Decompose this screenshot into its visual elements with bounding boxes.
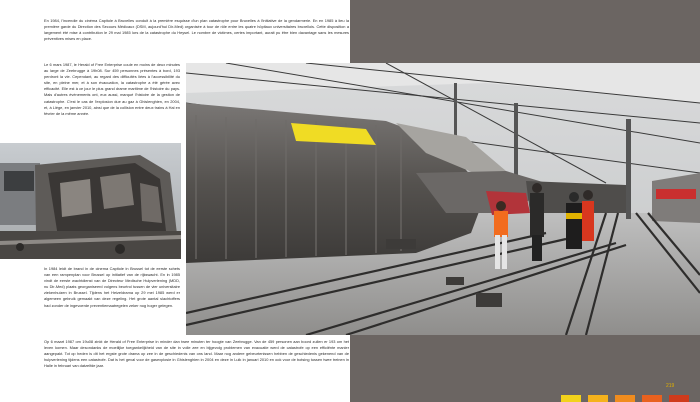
paragraph-nl-2: Op 6 maart 1987 om 19u08 zinkt de Herald of Free Enterprise in minder dan twee minuten ter hoogte van Zeebrugge. Van de 459 personen aan boord zullen er 193 om het leven komen. Maar desondanks de moeilijke toegankelijkheid van de site in volle zee en bijgevolg problemen van evacuatie werd de catastrofe op een efficiënte manier aangepakt. Tot op heden is dit het ergste grote drama op zee in de geschiedenis van ons land. Maar nog andere gebeurtenissen hebben de geschiedenis gekenend van de hulpverlening tijdens een catastrofe. Dat is het geval voor de gasexplosie in Ghislenghien in 2004 en deze in Luik in januari 2010 en ook voor de botsing tussen twee treinen in Halle in februari van datzelfde jaar.: [44, 339, 349, 369]
color-swatch-5: [669, 395, 689, 402]
color-swatch-1: [561, 395, 581, 402]
burned-train-photo: [0, 143, 181, 259]
page-number: 219: [666, 383, 675, 389]
derailed-train-photo: [186, 63, 700, 335]
paragraph-fr-1: En 1984, l'incendie du cinéma Capitole à Bruxelles conduit à la première esquisse d'un plan catastrophe pour Bruxelles à l'initiative de la gendarmerie. En en 1985 à lieu la première garde du Direction des Secours Médicaux (DSM, aujourd'hui Dir-Med) organisée à tour de rôle entre les quatre hôpitaux universitaires bruxellois. Cette disposition a largement été mise à contribution le 29 mai 1985 lors de la catastrophe du Heysel. Le nombre de victimes, certes important, aurait pu être bien davantage sans les mesures préventives mises en place.: [44, 18, 349, 42]
paragraph-fr-2: Le 6 mars 1987, le Herald of Free Enterprise coule en moins de deux minutes au large de Zeebrugge à 19h08. Sur 459 personnes présentes à bord, 193 perdront la vie. Cependant, au regard des difficultés liées à l'accessibilité du site, en pleine mer, et à son évacuation, la catastrophe a été gérée avec efficacité. Elle est à ce jour le plus grand drame maritime de l'histoire du pays. Mais d'autres événements ont, eux aussi, marqué l'histoire de la gestion de catastrophe. C'est le cas de l'explosion due au gaz à Ghislenghien, en 2004, et, à Liège, en janvier 2010, ainsi que de la collision entre deux trains à Hal en février de la même année.: [44, 62, 180, 116]
color-swatch-3: [615, 395, 635, 402]
paragraph-nl-1: In 1984 leidt de brand in de cinema Capitole in Brussel tot de eerste schets van een rampenplan voor Brussel op initiatief van de rijkswacht. En in 1985 vindt de eerste wachtdienst van de Directeur Medische Hulpverlening (MDD, nu Dir-Med) plaats georganiseerd volgens beurtrol tussen de vier universitaire ziekenhuizen in Brussel. Tijdens het Heizeldrama op 29 mei 1985 werd er algemeen gebruik gemaakt van deze regeling. Het grote aantal slachtoffers had zonder de ingevoerde preventiemaatregelen zeker nog hoger gelegen.: [44, 266, 180, 308]
color-swatch-4: [642, 395, 662, 402]
color-swatch-2: [588, 395, 608, 402]
